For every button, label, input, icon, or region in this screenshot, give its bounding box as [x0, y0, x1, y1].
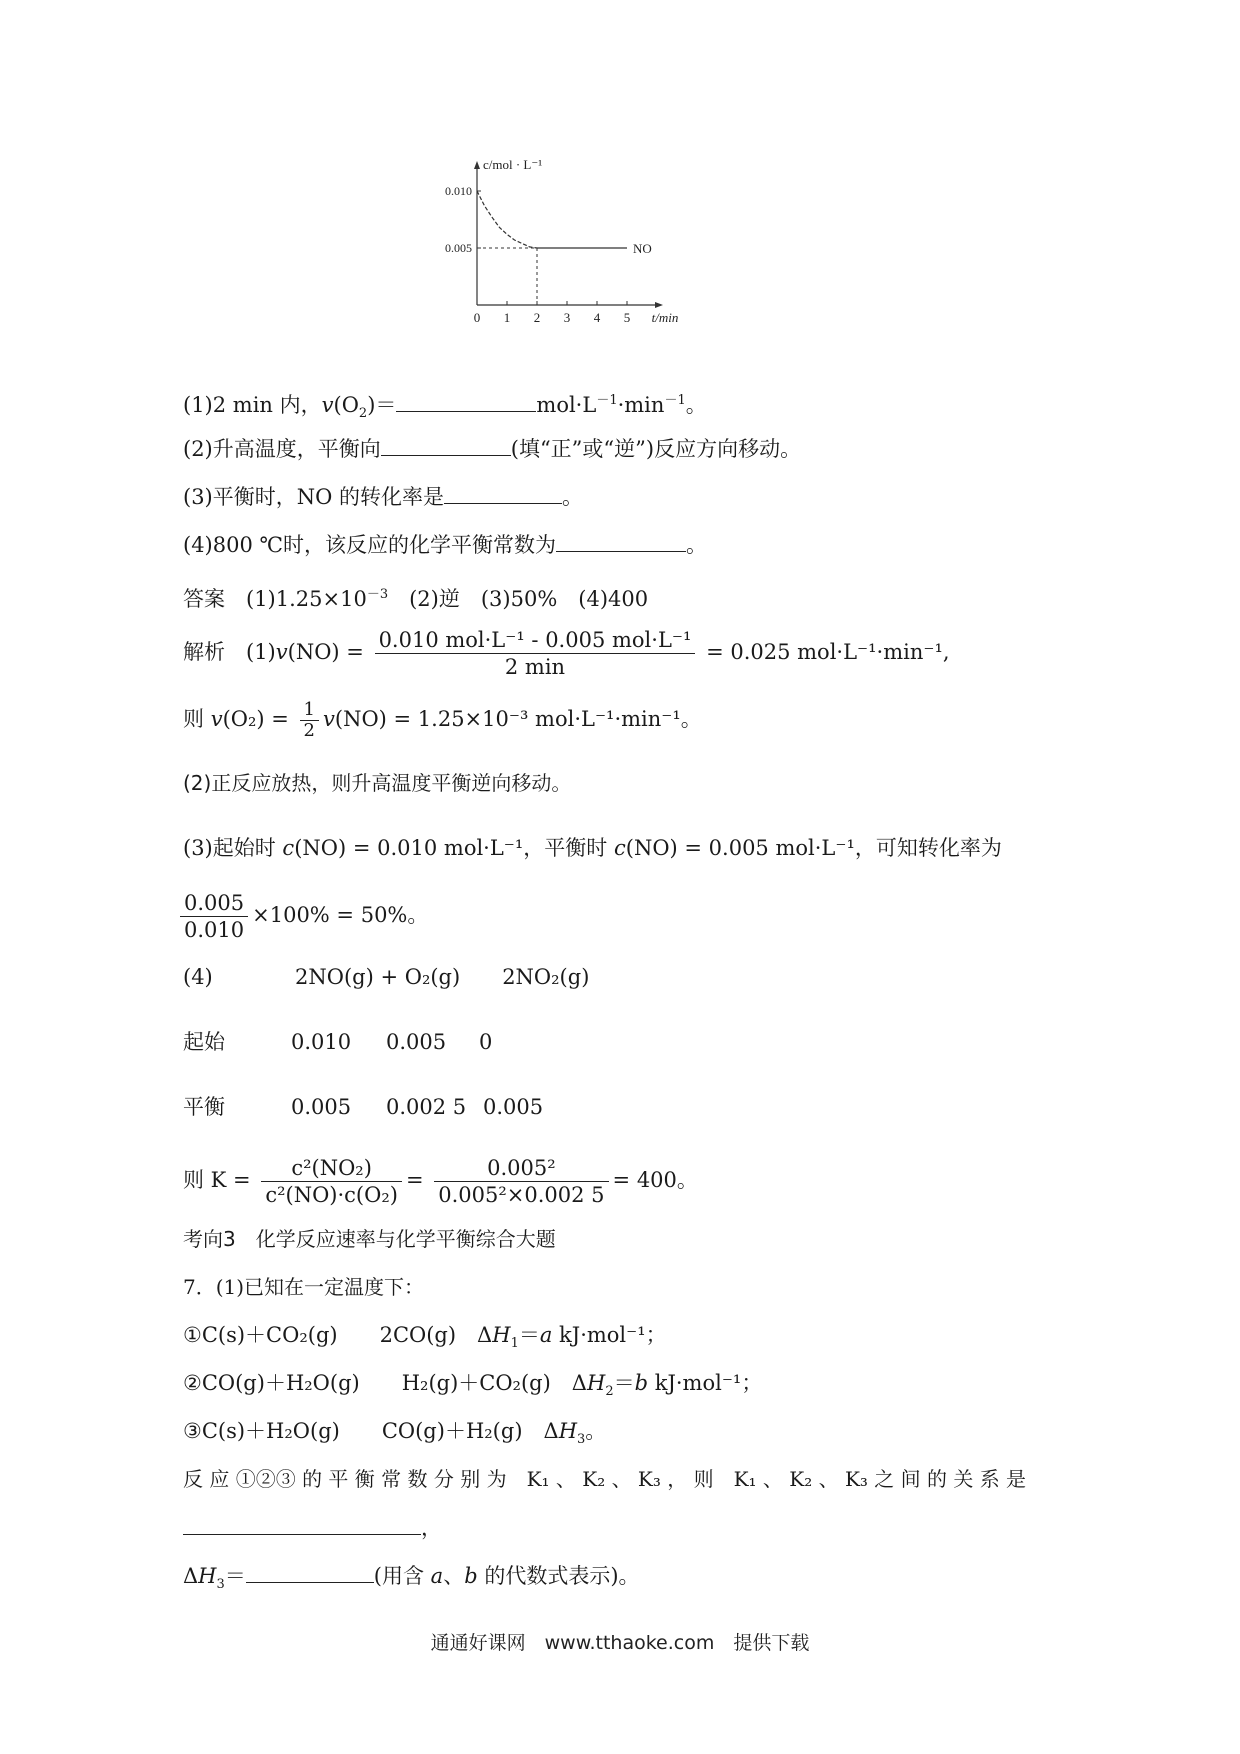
concentration-time-chart: [445, 157, 740, 365]
x-tick-label: 5: [623, 310, 631, 325]
rate-fraction: $\frac{\text{0.010 mol·L⁻¹ - 0.005 mol·L⁻¹}}{2 \min}$: [375, 627, 696, 680]
x-axis-label: t/min: [651, 310, 679, 325]
analysis-line-2: 则 v(O₂) = $\frac{1}{2}$ v(NO) = 1.25×10⁻³ mol·L⁻¹·min⁻¹。: [183, 699, 702, 741]
x-tick-label: 2: [533, 310, 541, 325]
y-axis-label: c/mol · L⁻¹: [483, 157, 543, 172]
analysis-line-5: $\frac{0.005}{0.010}$ ×100% = 50%。: [180, 890, 428, 943]
analysis-line-4: (3)起始时 c(NO) = 0.010 mol·L⁻¹，平衡时 c(NO) = 0.005 mol·L⁻¹，可知转化率为: [183, 836, 1002, 860]
x-axis-arrow: [655, 302, 663, 308]
series-curve-no: [477, 191, 537, 248]
question-1: (1)2 min 内，$v(O_2)= mol\cdot L^{-1}\cdot\min^{-1}$。: [183, 386, 707, 429]
question-3: (3)平衡时，NO 的转化率是 。: [183, 481, 583, 512]
x-tick-label: 3: [563, 310, 571, 325]
analysis-line-1: 解析 (1)v(NO) = $\frac{\text{0.010 mol·L⁻¹ - 0.005 mol·L⁻¹}}{2 \min}$ = 0.025 mol·L⁻¹·min⁻¹,: [183, 628, 950, 679]
answer-label: 答案: [183, 587, 225, 611]
q7-reaction-2: ②CO(g)＋H₂O(g) H₂(g)＋CO₂(g) $\Delta H_2=b$ kJ·mol⁻¹；: [183, 1371, 763, 1400]
x-tick-label: 1: [503, 310, 511, 325]
analysis-line-3: (2)正反应放热，则升高温度平衡逆向移动。: [183, 771, 572, 795]
half-fraction: $\frac{1}{2}$: [300, 700, 319, 741]
table-row-equilibrium: 平衡 0.005 0.002 5 0.005: [183, 1095, 544, 1119]
conversion-fraction: $\frac{0.005}{0.010}$: [180, 890, 248, 943]
k-expression-fraction: $\frac{\text{c²(NO₂)}}{\text{c²(NO)·c(O₂)}}$: [261, 1155, 402, 1208]
answer-blank[interactable]: [444, 481, 562, 504]
answer-blank[interactable]: [381, 433, 511, 456]
q7-relation-answer: ，: [183, 1512, 442, 1543]
section-heading: 考向3 化学反应速率与化学平衡综合大题: [183, 1227, 556, 1251]
q7-reaction-1: ①C(s)＋CO₂(g) 2CO(g) $\Delta H_1=a$ kJ·mol⁻¹；: [183, 1323, 667, 1352]
k-value-fraction: $\frac{\text{0.005²}}{\text{0.005²×0.002 5}}$: [434, 1155, 608, 1208]
question-2: (2)升高温度，平衡向 (填“正”或“逆”)反应方向移动。: [183, 433, 801, 464]
page-footer: 通通好课网 www.tthaoke.com 提供下载: [430, 1632, 810, 1654]
x-tick-label: 0: [473, 310, 481, 325]
q7-reaction-3: ③C(s)＋H₂O(g) CO(g)＋H₂(g) $\Delta H_3$。: [183, 1419, 607, 1448]
x-tick-label: 4: [593, 310, 601, 325]
table-row-start: 起始 0.010 0.005 0: [183, 1030, 493, 1054]
y-tick-label: 0.005: [445, 241, 472, 255]
q7-delta-h3: $\Delta H_3=$ (用含 a、b 的代数式表示)。: [183, 1560, 640, 1600]
equilibrium-constant-line: 则 K = $\frac{\text{c²(NO₂)}}{\text{c²(NO)·c(O₂)}}$ = $\frac{\text{0.005²}}{\text{0.005²×0.002 5}}$ = 400。: [183, 1156, 698, 1207]
answer-blank[interactable]: [183, 1512, 421, 1535]
y-tick-label: 0.010: [445, 184, 472, 198]
answer-blank[interactable]: [556, 529, 686, 552]
answer-line: 答案 $(1)1.25\times 10^{-3}$ (2)逆 (3)50% (4)400: [183, 587, 649, 611]
analysis-equation: (4) 2NO(g) + O₂(g) 2NO₂(g): [183, 965, 590, 989]
answer-blank[interactable]: [246, 1560, 374, 1583]
y-axis-arrow: [474, 161, 480, 169]
question-4: (4)800 ℃时，该反应的化学平衡常数为 。: [183, 529, 707, 560]
series-label-no: NO: [633, 241, 652, 256]
q7-relation-question: 反 应 ①②③ 的 平 衡 常 数 分 别 为 K₁ 、 K₂ 、 K₃ ， 则 K₁ 、 K₂ 、 K₃ 之 间 的 关 系 是: [183, 1467, 1027, 1491]
analysis-label: 解析: [183, 640, 225, 664]
q7-intro: 7．(1)已知在一定温度下：: [183, 1275, 425, 1299]
answer-blank[interactable]: [396, 389, 536, 412]
